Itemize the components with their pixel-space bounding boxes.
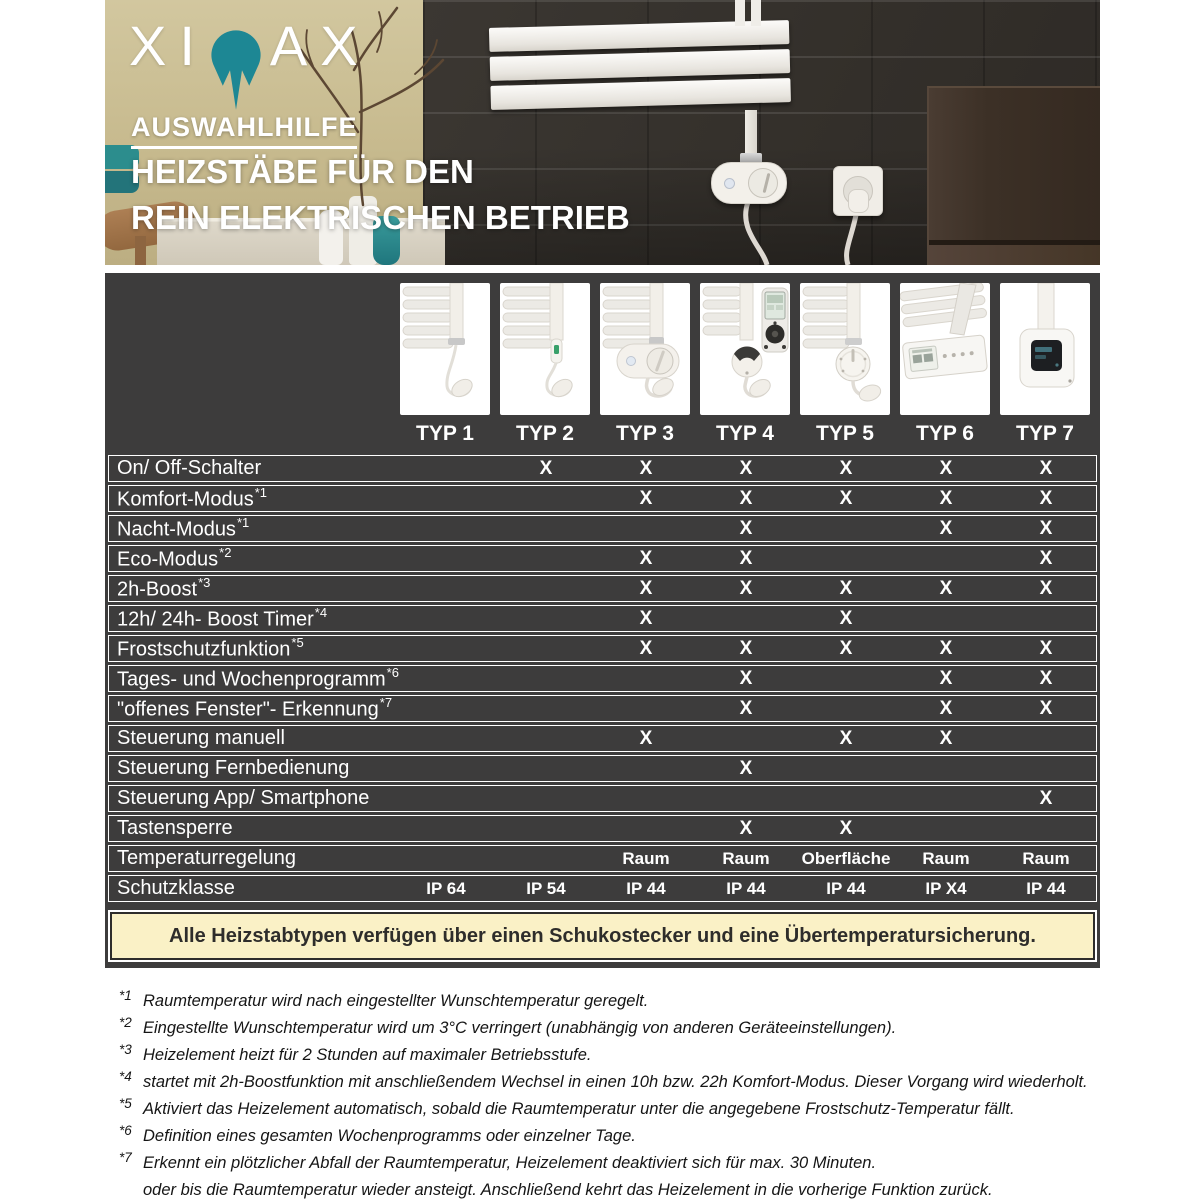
feature-check-x: X [939, 727, 953, 749]
heating-element-control [711, 162, 787, 204]
footnote-mark: *3 [119, 1042, 132, 1057]
feature-check-x: X [939, 667, 953, 689]
feature-row [108, 665, 1097, 692]
feature-row [108, 725, 1097, 752]
wall-socket [833, 166, 883, 216]
headline-line-1: HEIZSTÄBE FÜR DEN [131, 153, 474, 190]
feature-row [108, 785, 1097, 812]
brand-logo-right: AX [269, 14, 371, 77]
feature-check-x: X [1039, 667, 1053, 689]
feature-check-x: X [939, 517, 953, 539]
header-photo [105, 0, 1100, 265]
headline-line-2: REIN ELEKTRISCHEN BETRIEB [131, 199, 630, 236]
feature-cell: Raum [622, 848, 670, 868]
feature-label: Steuerung App/ Smartphone [117, 787, 370, 809]
feature-check-x: X [1039, 697, 1053, 719]
footnote-text: Eingestellte Wunschtemperatur wird um 3°C verringert (unabhängig von anderen Geräteeinstellungen). [143, 1019, 897, 1037]
feature-rows [108, 455, 1097, 902]
typ1-heating-rod-photo [400, 283, 490, 415]
feature-check-x: X [739, 547, 753, 569]
comparison-table [105, 273, 1100, 968]
flyer-page [105, 0, 1100, 1203]
feature-label: Schutzklasse [117, 877, 235, 899]
feature-check-x: X [939, 487, 953, 509]
feature-cell: IP 44 [726, 878, 766, 898]
footnotes [119, 988, 1100, 1203]
power-plug [848, 189, 869, 213]
footnote-text: Definition eines gesamten Wochenprogramms oder einzelner Tage. [143, 1127, 636, 1145]
footnote [143, 1177, 1100, 1203]
feature-check-x: X [639, 727, 653, 749]
footnote-mark: *2 [119, 1015, 132, 1030]
feature-label: Tages- und Wochenprogramm$^{*6}$ [117, 665, 399, 691]
feature-check-x: X [1039, 787, 1053, 809]
type-header-row [108, 283, 1097, 455]
footnote-text: Raumtemperatur wird nach eingestellter Wunschtemperatur geregelt. [143, 992, 649, 1010]
feature-row [108, 545, 1097, 572]
feature-cell: Raum [722, 848, 770, 868]
feature-label: Eco-Modus$^{*2}$ [117, 545, 232, 571]
feature-label: Frostschutzfunktion$^{*5}$ [117, 635, 304, 661]
feature-check-x: X [939, 697, 953, 719]
feature-check-x: X [639, 637, 653, 659]
feature-label: 2h-Boost$^{*3}$ [117, 575, 211, 601]
footnote-mark: *1 [119, 988, 132, 1003]
feature-row [108, 605, 1097, 632]
footnote [119, 1123, 1100, 1150]
feature-label: Nacht-Modus$^{*1}$ [117, 515, 250, 541]
footnote-text: oder bis die Raumtemperatur wieder ansteigt. Anschließend kehrt das Heizelement in die vorherige Funktion zurück. [143, 1181, 993, 1199]
type-column [895, 283, 995, 455]
feature-label: Steuerung Fernbedienung [117, 757, 350, 779]
type-column [495, 283, 595, 455]
control-dial-icon [748, 168, 778, 198]
feature-check-x: X [639, 547, 653, 569]
footnote-mark: *5 [119, 1096, 132, 1111]
feature-check-x: X [739, 487, 753, 509]
feature-check-x: X [739, 637, 753, 659]
feature-label: On/ Off-Schalter [117, 457, 262, 479]
feature-check-x: X [1039, 577, 1053, 599]
feature-check-x: X [639, 487, 653, 509]
footnote [119, 1069, 1100, 1096]
type-column-header: TYP 2 [516, 422, 574, 445]
feature-row [108, 485, 1097, 512]
brand-logo [129, 16, 371, 116]
type-column-header: TYP 7 [1016, 422, 1074, 445]
feature-row [108, 695, 1097, 722]
feature-cell: IP 44 [1026, 878, 1066, 898]
feature-check-x: X [1039, 487, 1053, 509]
feature-check-x: X [739, 667, 753, 689]
type-column-header: TYP 6 [916, 422, 974, 445]
info-banner [108, 910, 1097, 962]
feature-cell: IP 44 [626, 878, 666, 898]
info-banner-text: Alle Heizstabtypen verfügen über einen Schukostecker und eine Übertemperatursicherung. [169, 924, 1036, 947]
typ7-heating-rod-display-box-photo [1000, 283, 1090, 415]
typ5-heating-rod-thermostat-dial-photo [800, 283, 890, 415]
type-column [995, 283, 1095, 455]
feature-check-x: X [739, 757, 753, 779]
feature-row [108, 845, 1097, 872]
footnote-mark: *4 [119, 1069, 132, 1084]
typ3-heating-rod-control-box-photo [600, 283, 690, 415]
ximax-m-drop-icon [206, 28, 266, 116]
type-column-header: TYP 3 [616, 422, 674, 445]
headline [131, 149, 630, 241]
feature-row [108, 875, 1097, 902]
type-column [395, 283, 495, 455]
feature-label: Steuerung manuell [117, 727, 285, 749]
feature-cell: IP 64 [426, 878, 466, 898]
feature-check-x: X [939, 577, 953, 599]
footnote-text: startet mit 2h-Boostfunktion mit anschließendem Wechsel in einen 10h bzw. 22h Komfort-Modus. Dieser Vorgang wird wiederholt. [143, 1073, 1088, 1091]
feature-row [108, 575, 1097, 602]
footnote-mark: *6 [119, 1123, 132, 1138]
feature-check-x: X [739, 517, 753, 539]
feature-check-x: X [839, 817, 853, 839]
feature-check-x: X [739, 697, 753, 719]
feature-check-x: X [739, 457, 753, 479]
type-column-header: TYP 1 [416, 422, 474, 445]
brand-logo-left: XI [129, 14, 208, 77]
footnote-mark: *7 [119, 1150, 132, 1165]
feature-check-x: X [839, 727, 853, 749]
feature-check-x: X [539, 457, 553, 479]
feature-label: 12h/ 24h- Boost Timer$^{*4}$ [117, 605, 328, 631]
feature-check-x: X [939, 637, 953, 659]
feature-check-x: X [1039, 547, 1053, 569]
footnote [119, 1042, 1100, 1069]
type-column [695, 283, 795, 455]
footnote-text: Aktiviert das Heizelement automatisch, sobald die Raumtemperatur unter die angegebene Frostschutz-Temperatur fällt. [143, 1100, 1015, 1118]
typ6-radiator-control-panel-photo [900, 283, 990, 415]
eyebrow-title: AUSWAHLHILFE [131, 112, 357, 149]
dark-cabinet [927, 86, 1100, 265]
feature-check-x: X [839, 607, 853, 629]
type-column-header: TYP 5 [816, 422, 874, 445]
feature-check-x: X [1039, 457, 1053, 479]
feature-check-x: X [639, 607, 653, 629]
typ4-heating-rod-remote-control-photo [700, 283, 790, 415]
feature-check-x: X [839, 637, 853, 659]
typ2-heating-rod-led-photo [500, 283, 590, 415]
feature-check-x: X [739, 577, 753, 599]
feature-cell: IP 44 [826, 878, 866, 898]
feature-row [108, 755, 1097, 782]
feature-check-x: X [839, 577, 853, 599]
feature-cell: Raum [922, 848, 970, 868]
control-led [724, 178, 735, 189]
feature-label: Komfort-Modus$^{*1}$ [117, 485, 268, 511]
feature-check-x: X [639, 457, 653, 479]
feature-cell: IP X4 [925, 878, 967, 898]
feature-check-x: X [839, 457, 853, 479]
feature-label: "offenes Fenster"- Erkennung$^{*7}$ [117, 695, 393, 721]
type-column-header: TYP 4 [716, 422, 774, 445]
feature-row [108, 635, 1097, 662]
feature-label: Temperaturregelung [117, 847, 296, 869]
feature-check-x: X [839, 487, 853, 509]
feature-check-x: X [739, 817, 753, 839]
footnote [119, 1096, 1100, 1123]
footnote [119, 1015, 1100, 1042]
type-column [795, 283, 895, 455]
footnote [119, 1150, 1100, 1177]
type-column [595, 283, 695, 455]
footnote [119, 988, 1100, 1015]
feature-check-x: X [939, 457, 953, 479]
feature-row [108, 455, 1097, 482]
footnote-text: Erkennt ein plötzlicher Abfall der Raumtemperatur, Heizelement deaktiviert sich für max. 30 Minuten. [143, 1154, 877, 1172]
feature-check-x: X [639, 577, 653, 599]
footnote-text: Heizelement heizt für 2 Stunden auf maximaler Betriebsstufe. [143, 1046, 592, 1064]
feature-cell: IP 54 [526, 878, 566, 898]
feature-check-x: X [1039, 517, 1053, 539]
feature-row [108, 815, 1097, 842]
feature-cell: Oberfläche [801, 848, 891, 868]
feature-label: Tastensperre [117, 817, 233, 839]
feature-row [108, 515, 1097, 542]
feature-cell: Raum [1022, 848, 1070, 868]
feature-check-x: X [1039, 637, 1053, 659]
